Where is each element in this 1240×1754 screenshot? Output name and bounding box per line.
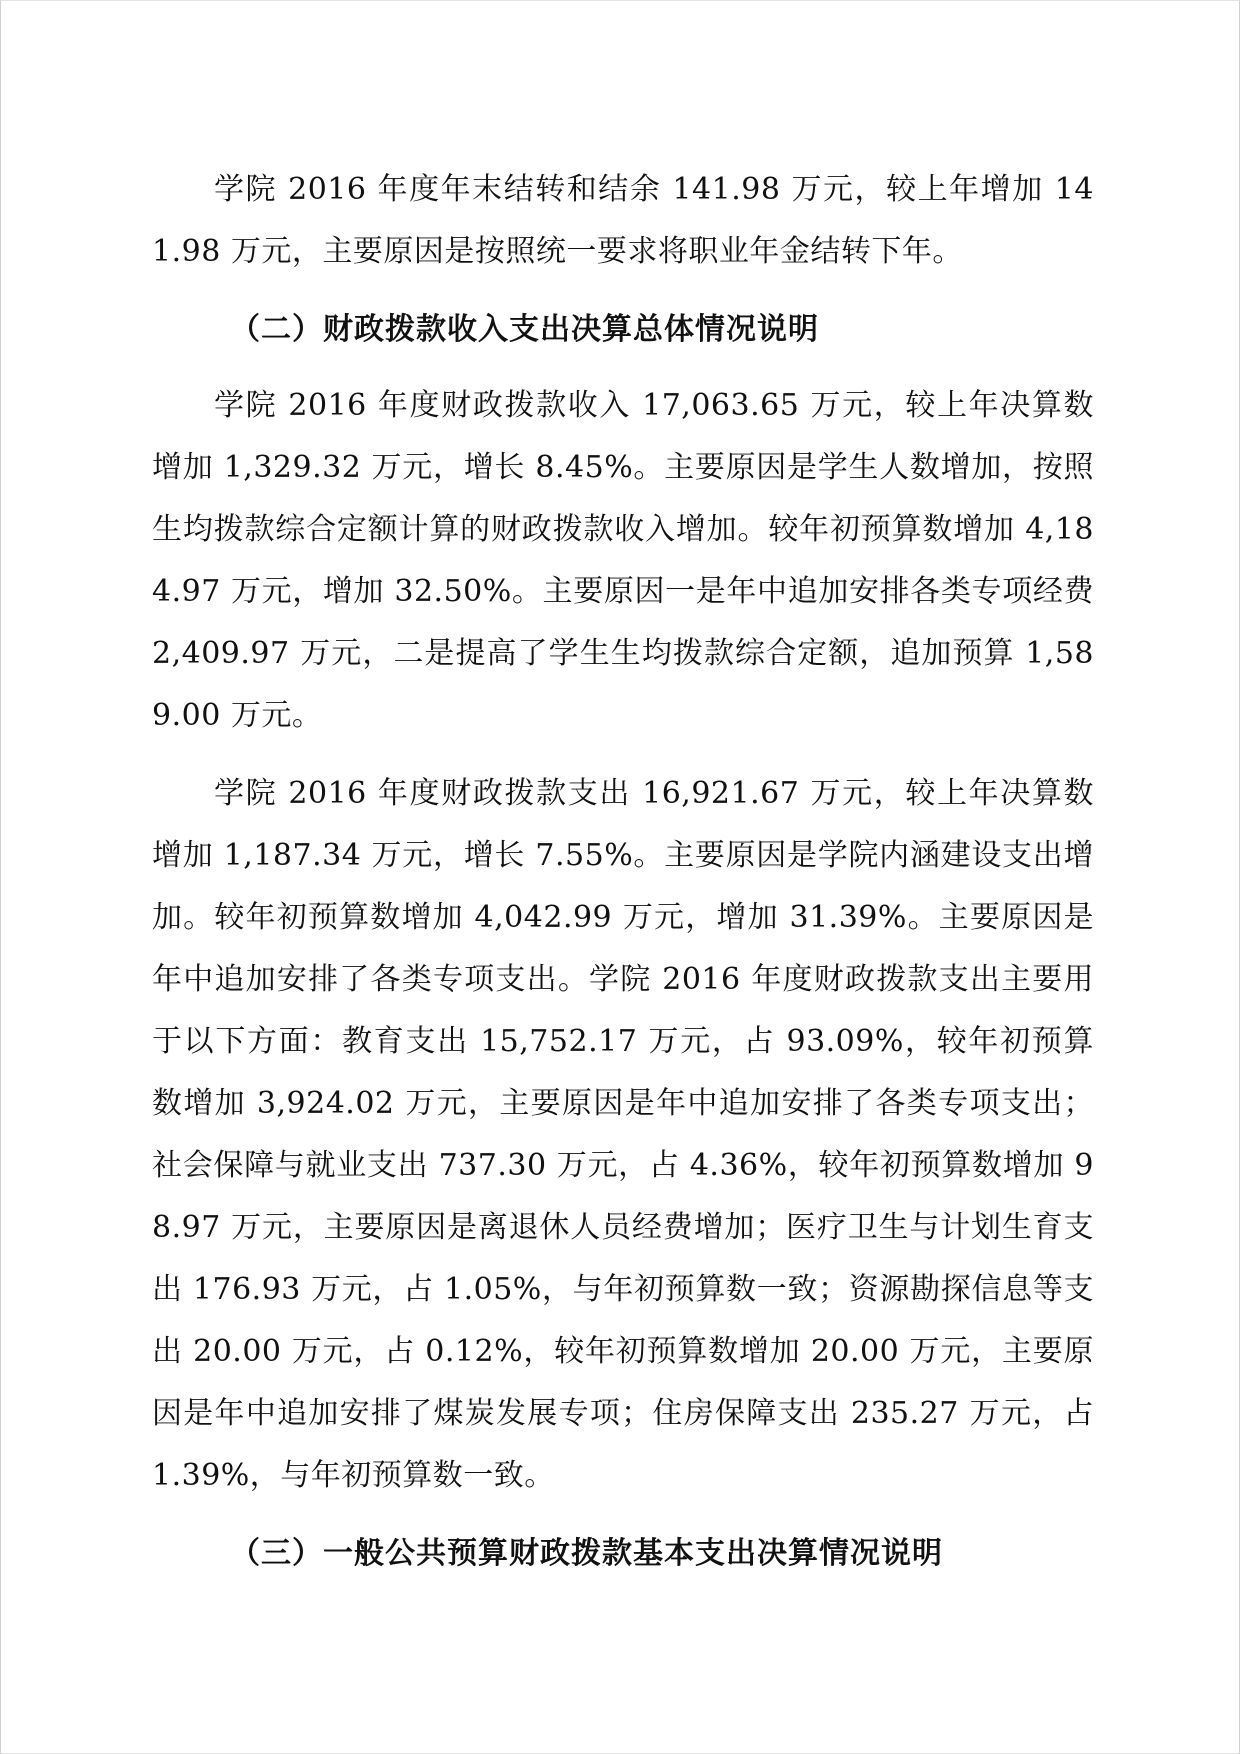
expenditure-paragraph: 学院 2016 年度财政拨款支出 16,921.67 万元，较上年决算数增加 1,187.34 万元，增长 7.55%。主要原因是学院内涵建设支出增加。较年初预算数增加 4,042.99 万元，增加 31.39%。主要原因是年中追加安排了各类专项支出。学院 2016 年度财政拨款支出主要用于以下方面：教育支出 15,752.17 万元，占 93.09%，较年初预算数增加 3,924.02 万元，主要原因是年中追加安排了各类专项支出；社会保障与就业支出 737.30 万元，占 4.36%，较年初预算数增加 98.97 万元，主要原因是离退休人员经费增加；医疗卫生与计划生育支出 176.93 万元，占 1.05%，与年初预算数一致；资源勘探信息等支出 20.00 万元，占 0.12%，较年初预算数增加 20.00 万元，主要原因是年中追加安排了煤炭发展专项；住房保障支出 235.27 万元，占 1.39%，与年初预算数一致。 — [152, 776, 1094, 1493]
carryover-paragraph: 学院 2016 年度年末结转和结余 141.98 万元，较上年增加 141.98 万元，主要原因是按照统一要求将职业年金结转下年。 — [152, 172, 1094, 269]
document-body — [152, 159, 1094, 1599]
section-heading-3: （三）一般公共预算财政拨款基本支出决算情况说明 — [230, 1536, 943, 1571]
section-heading-2: （二）财政拨款收入支出决算总体情况说明 — [230, 312, 819, 347]
income-paragraph: 学院 2016 年度财政拨款收入 17,063.65 万元，较上年决算数增加 1,329.32 万元，增长 8.45%。主要原因是学生人数增加，按照生均拨款综合定额计算的财政拨款收入增加。较年初预算数增加 4,184.97 万元，增加 32.50%。主要原因一是年中追加安排各类专项经费 2,409.97 万元，二是提高了学生生均拨款综合定额，追加预算 1,589.00 万元。 — [152, 388, 1094, 733]
